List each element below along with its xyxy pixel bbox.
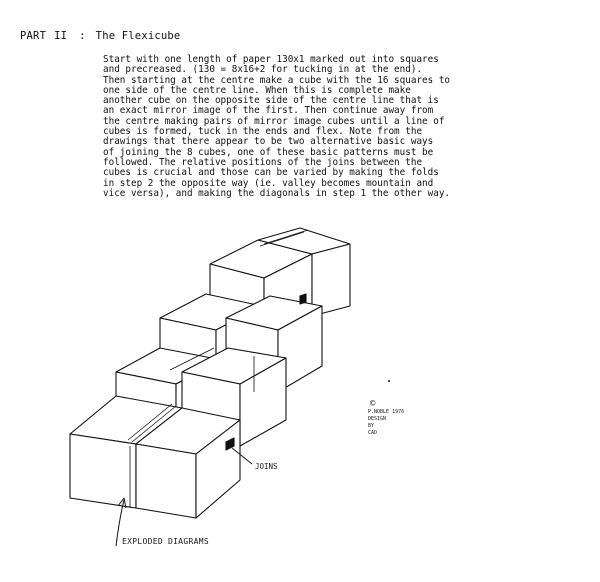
paragraph-line: of joining the 8 cubes, one of these basic patterns must be	[103, 146, 434, 158]
heading-title: The Flexicube	[95, 30, 181, 42]
stray-mark	[388, 380, 390, 382]
signature-line: P.NOBLE 1976	[368, 409, 405, 415]
exploded-diagrams-label: EXPLODED DIAGRAMS	[122, 537, 209, 546]
signature-line: DESIGN	[368, 416, 387, 422]
copyright-mark: ©	[370, 399, 376, 409]
joins-label: JOINS	[255, 462, 278, 471]
paragraph-line: and precreased. (130 = 8x16+2 for tucking in at the end).	[103, 64, 423, 76]
paragraph-line: the centre making pairs of mirror image cubes until a line of	[103, 115, 445, 127]
heading-number: II	[54, 30, 68, 42]
paragraph-line: cubes is crucial and those can be varied by making the folds	[103, 167, 439, 179]
paragraph-line: Then starting at the centre make a cube with the 16 squares to	[103, 74, 451, 86]
heading-part: PART	[20, 30, 47, 42]
paragraph-line: drawings that there appear to be two alternative basic ways	[103, 136, 434, 148]
signature-line: BY	[368, 423, 375, 429]
signature-line: CAD	[368, 430, 378, 436]
paragraph-line: one side of the centre line. When this is complete make	[103, 84, 411, 96]
paragraph-line: vice versa), and making the diagonals in step 1 the other way.	[103, 187, 451, 199]
paragraph-line: an exact mirror image of the first. Then continue away from	[103, 105, 434, 117]
paragraph-line: cubes is formed, tuck in the ends and flex. Note from the	[103, 126, 423, 138]
paragraph-line: Start with one length of paper 130x1 marked out into squares	[103, 54, 439, 65]
heading-colon: :	[79, 30, 86, 42]
paragraph-line: in step 2 the opposite way (ie. valley becomes mountain and	[103, 177, 434, 189]
join-mark	[300, 294, 306, 304]
paragraph-line: followed. The relative positions of the joins between the	[103, 156, 423, 168]
author-signature	[368, 400, 428, 437]
paragraph-line: another cube on the opposite side of the centre line that is	[103, 95, 439, 107]
